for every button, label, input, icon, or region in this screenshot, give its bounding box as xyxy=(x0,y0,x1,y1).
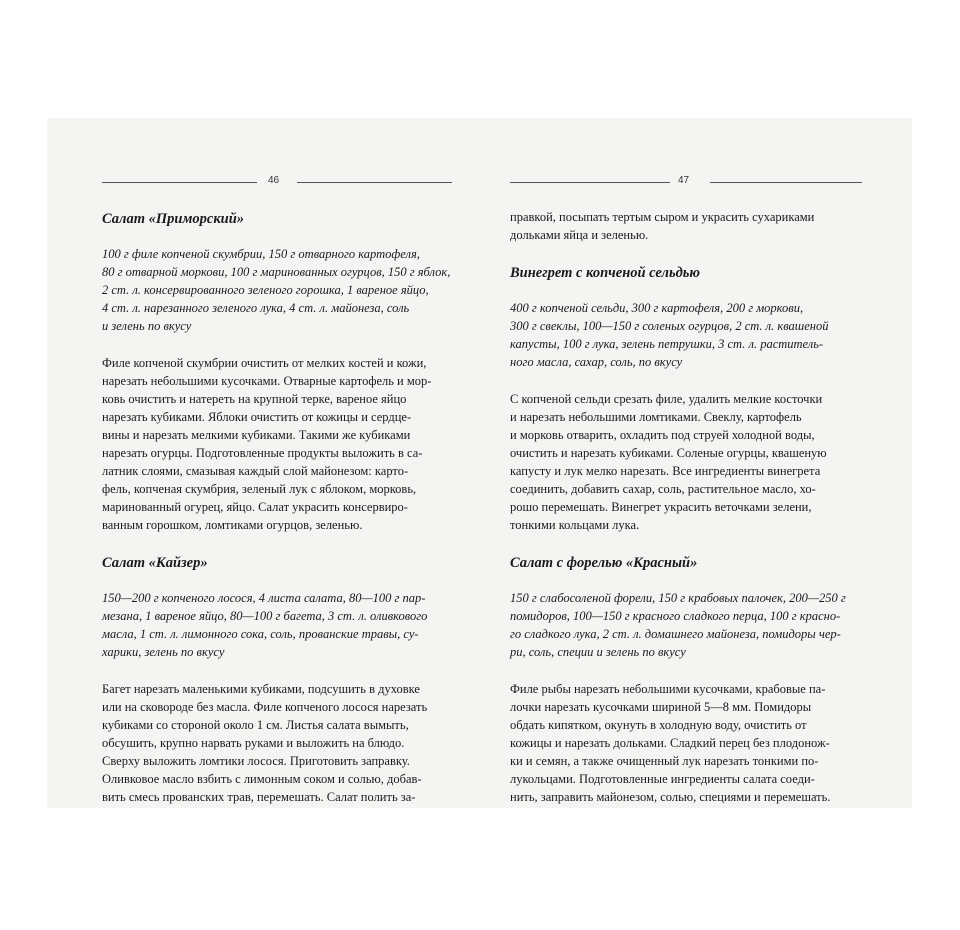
text-line: 400 г копченой сельди, 300 г картофеля, 200 г моркови, xyxy=(510,301,804,315)
text-line: 300 г свеклы, 100—150 г соленых огурцов, 2 ст. л. квашеной xyxy=(510,319,829,333)
page-number: 46 xyxy=(268,175,280,186)
header-rule xyxy=(510,182,670,183)
page-content xyxy=(510,208,860,806)
text-line: и морковь отварить, охладить под струей холодной воды, xyxy=(510,428,815,442)
right-page xyxy=(510,118,870,808)
page-number: 47 xyxy=(678,175,690,186)
recipe-title: Винегрет с копченой сельдью xyxy=(510,265,700,281)
text-line: харики, зелень по вкусу xyxy=(102,645,225,659)
text-line: нарезать кубиками. Яблоки очистить от кожицы и сердце- xyxy=(102,410,412,424)
header-rule xyxy=(710,182,862,183)
recipe-method xyxy=(102,354,452,534)
text-line: маринованный огурец, яйцо. Салат украсить консервиро- xyxy=(102,500,408,514)
text-line: ри, соль, специи и зелень по вкусу xyxy=(510,645,686,659)
text-line: тонкими кольцами лука. xyxy=(510,518,640,532)
text-line: мезана, 1 вареное яйцо, 80—100 г багета, 3 ст. л. оливкового xyxy=(102,609,428,623)
text-line: фель, копченая скумбрия, зеленый лук с яблоком, морковь, xyxy=(102,482,417,496)
header-rule xyxy=(102,182,257,183)
text-line: дольками яйца и зеленью. xyxy=(510,228,649,242)
text-line: капусту и лук мелко нарезать. Все ингредиенты винегрета xyxy=(510,464,821,478)
header-rule xyxy=(297,182,452,183)
recipe-ingredients xyxy=(510,299,860,371)
page-header xyxy=(510,175,870,189)
text-line: 4 ст. л. нарезанного зеленого лука, 4 ст. л. майонеза, соль xyxy=(102,301,410,315)
recipe-method-continuation xyxy=(510,208,860,244)
text-line: ванным горошком, ломтиками огурцов, зеленью. xyxy=(102,518,363,532)
text-line: го сладкого лука, 2 ст. л. домашнего майонеза, помидоры чер- xyxy=(510,627,841,641)
recipe-ingredients xyxy=(102,245,452,335)
text-line: лочки нарезать кусочками шириной 5—8 мм. Помидоры xyxy=(510,700,812,714)
recipe-ingredients xyxy=(510,589,860,661)
text-line: кубиками со стороной около 1 см. Листья салата вымыть, xyxy=(102,718,409,732)
recipe-ingredients xyxy=(102,589,452,661)
text-line: 150 г слабосоленой форели, 150 г крабовых палочек, 200—250 г xyxy=(510,591,846,605)
recipe-method xyxy=(102,680,452,806)
text-line: Филе рыбы нарезать небольшими кусочками, крабовые па- xyxy=(510,682,826,696)
text-line: обдать кипятком, окунуть в холодную воду, очистить от xyxy=(510,718,807,732)
page-header xyxy=(102,175,462,189)
text-line: 2 ст. л. консервированного зеленого горошка, 1 вареное яйцо, xyxy=(102,283,429,297)
recipe-title: Салат «Приморский» xyxy=(102,211,245,227)
text-line: очистить и нарезать кубиками. Соленые огурцы, квашеную xyxy=(510,446,827,460)
text-line: Багет нарезать маленькими кубиками, подсушить в духовке xyxy=(102,682,420,696)
text-line: ки и семян, а также очищенный лук нарезать тонкими по- xyxy=(510,754,819,768)
text-line: или на сковороде без масла. Филе копченого лосося нарезать xyxy=(102,700,428,714)
text-line: и зелень по вкусу xyxy=(102,319,192,333)
text-line: нить, заправить майонезом, солью, специями и перемешать. xyxy=(510,790,831,804)
book-spread xyxy=(47,118,912,808)
text-line: Сверху выложить ломтики лосося. Приготовить заправку. xyxy=(102,754,410,768)
text-line: С копченой сельди срезать филе, удалить мелкие косточки xyxy=(510,392,823,406)
text-line: вить смесь прованских трав, перемешать. Салат полить за- xyxy=(102,790,416,804)
left-page xyxy=(102,118,462,808)
page-content xyxy=(102,210,452,806)
text-line: 100 г филе копченой скумбрии, 150 г отварного картофеля, xyxy=(102,247,420,261)
recipe-method xyxy=(510,680,860,806)
text-line: кожицы и нарезать дольками. Сладкий перец без плодонож- xyxy=(510,736,830,750)
text-line: Филе копченой скумбрии очистить от мелких костей и кожи, xyxy=(102,356,427,370)
text-line: нарезать небольшими кусочками. Отварные картофель и мор- xyxy=(102,374,432,388)
text-line: рошо перемешать. Винегрет украсить веточками зелени, xyxy=(510,500,812,514)
text-line: 150—200 г копченого лосося, 4 листа салата, 80—100 г пар- xyxy=(102,591,426,605)
recipe-title: Салат «Кайзер» xyxy=(102,555,208,571)
text-line: 80 г отварной моркови, 100 г маринованных огурцов, 150 г яблок, xyxy=(102,265,451,279)
text-line: Оливковое масло взбить с лимонным соком и солью, добав- xyxy=(102,772,422,786)
text-line: лукольцами. Подготовленные ингредиенты салата соеди- xyxy=(510,772,815,786)
text-line: капусты, 100 г лука, зелень петрушки, 3 ст. л. раститель- xyxy=(510,337,824,351)
text-line: латник слоями, смазывая каждый слой майонезом: карто- xyxy=(102,464,409,478)
recipe-title: Салат с форелью «Красный» xyxy=(510,555,698,571)
text-line: обсушить, крупно нарвать руками и выложить на блюдо. xyxy=(102,736,405,750)
text-line: нарезать огурцы. Подготовленные продукты выложить в са- xyxy=(102,446,423,460)
text-line: ного масла, сахар, соль, по вкусу xyxy=(510,355,683,369)
text-line: правкой, посыпать тертым сыром и украсить сухариками xyxy=(510,210,815,224)
text-line: ковь очистить и натереть на крупной терке, вареное яйцо xyxy=(102,392,407,406)
text-line: и нарезать небольшими ломтиками. Свеклу, картофель xyxy=(510,410,802,424)
text-line: помидоров, 100—150 г красного сладкого перца, 100 г красно- xyxy=(510,609,841,623)
text-line: вины и нарезать мелкими кубиками. Такими же кубиками xyxy=(102,428,411,442)
recipe-method xyxy=(510,390,860,534)
text-line: масла, 1 ст. л. лимонного сока, соль, прованские травы, су- xyxy=(102,627,419,641)
text-line: соединить, добавить сахар, соль, растительное масло, хо- xyxy=(510,482,816,496)
